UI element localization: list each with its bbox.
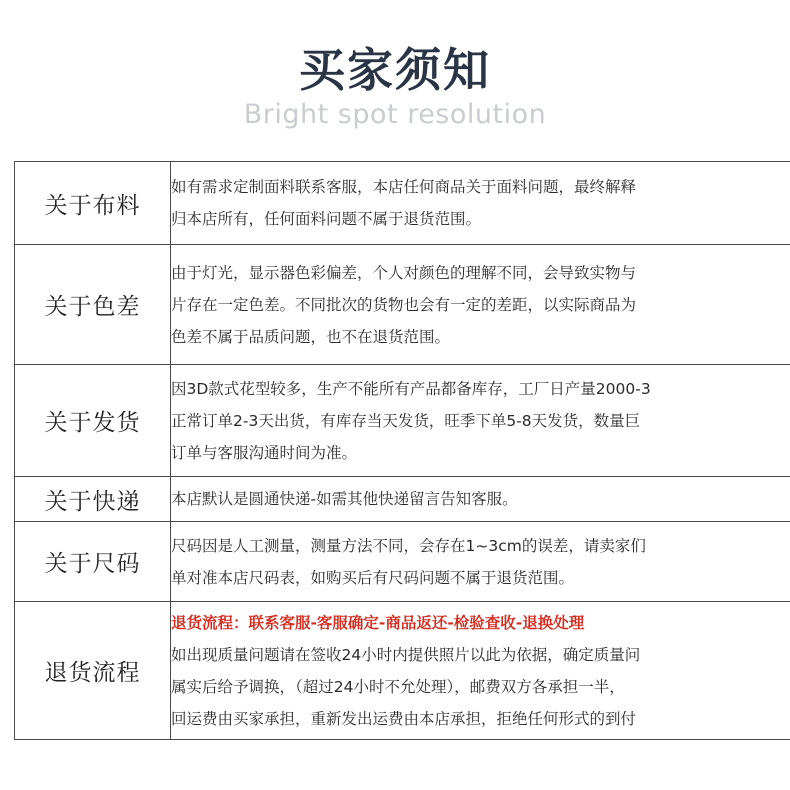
row-label: 关于尺码 (15, 522, 171, 602)
return-process-steps: 退货流程：联系客服-客服确定-商品返还-检验查收-退换处理 (171, 613, 585, 632)
row-label: 关于快递 (15, 477, 171, 522)
row-content (171, 522, 790, 602)
content-line: 本店默认是圆通快递-如需其他快递留言告知客服。 (171, 490, 518, 508)
row-content (171, 162, 790, 245)
page-title: 买家须知 (299, 43, 491, 97)
table-row (15, 245, 790, 365)
content-line: 片存在一定色差。不同批次的货物也会有一定的差距，以实际商品为 (171, 295, 637, 314)
table-row (15, 522, 790, 602)
table-row (15, 602, 790, 740)
content-line: 由于灯光，显示器色彩偏差，个人对颜色的理解不同，会导致实物与 (171, 263, 637, 282)
notice-table (14, 161, 790, 740)
row-label: 关于发货 (15, 365, 171, 477)
row-label: 关于色差 (15, 245, 171, 365)
row-content (171, 365, 790, 477)
row-content (171, 245, 790, 365)
row-content (171, 602, 790, 740)
row-content (171, 477, 790, 522)
content-line: 如有需求定制面料联系客服，本店任何商品关于面料问题，最终解释 (171, 178, 637, 196)
content-line: 归本店所有，任何面料问题不属于退货范围。 (171, 210, 482, 228)
content-line: 正常订单2-3天出货，有库存当天发货，旺季下单5-8天发货，数量巨 (171, 411, 641, 430)
table-row (15, 162, 790, 245)
content-line: 如出现质量问题请在签收24小时内提供照片以此为依据，确定质量问 (171, 645, 641, 664)
table-row (15, 365, 790, 477)
page-subtitle: Bright spot resolution (243, 99, 547, 130)
content-line: 尺码因是人工测量，测量方法不同，会存在1~3cm的误差，请卖家们 (171, 536, 646, 555)
content-line: 因3D款式花型较多，生产不能所有产品都备库存，工厂日产量2000-3 (171, 379, 651, 398)
row-label: 关于布料 (15, 162, 171, 245)
content-line: 单对准本店尺码表，如购买后有尺码问题不属于退货范围。 (171, 568, 575, 587)
content-line: 属实后给予调换，（超过24小时不允处理），邮费双方各承担一半， (171, 677, 625, 696)
row-label: 退货流程 (15, 602, 171, 740)
content-line: 色差不属于品质问题，也不在退货范围。 (171, 327, 451, 346)
content-line: 回运费由买家承担，重新发出运费由本店承担，拒绝任何形式的到付 (171, 709, 637, 728)
content-line: 订单与客服沟通时间为准。 (171, 443, 358, 462)
table-row (15, 477, 790, 522)
